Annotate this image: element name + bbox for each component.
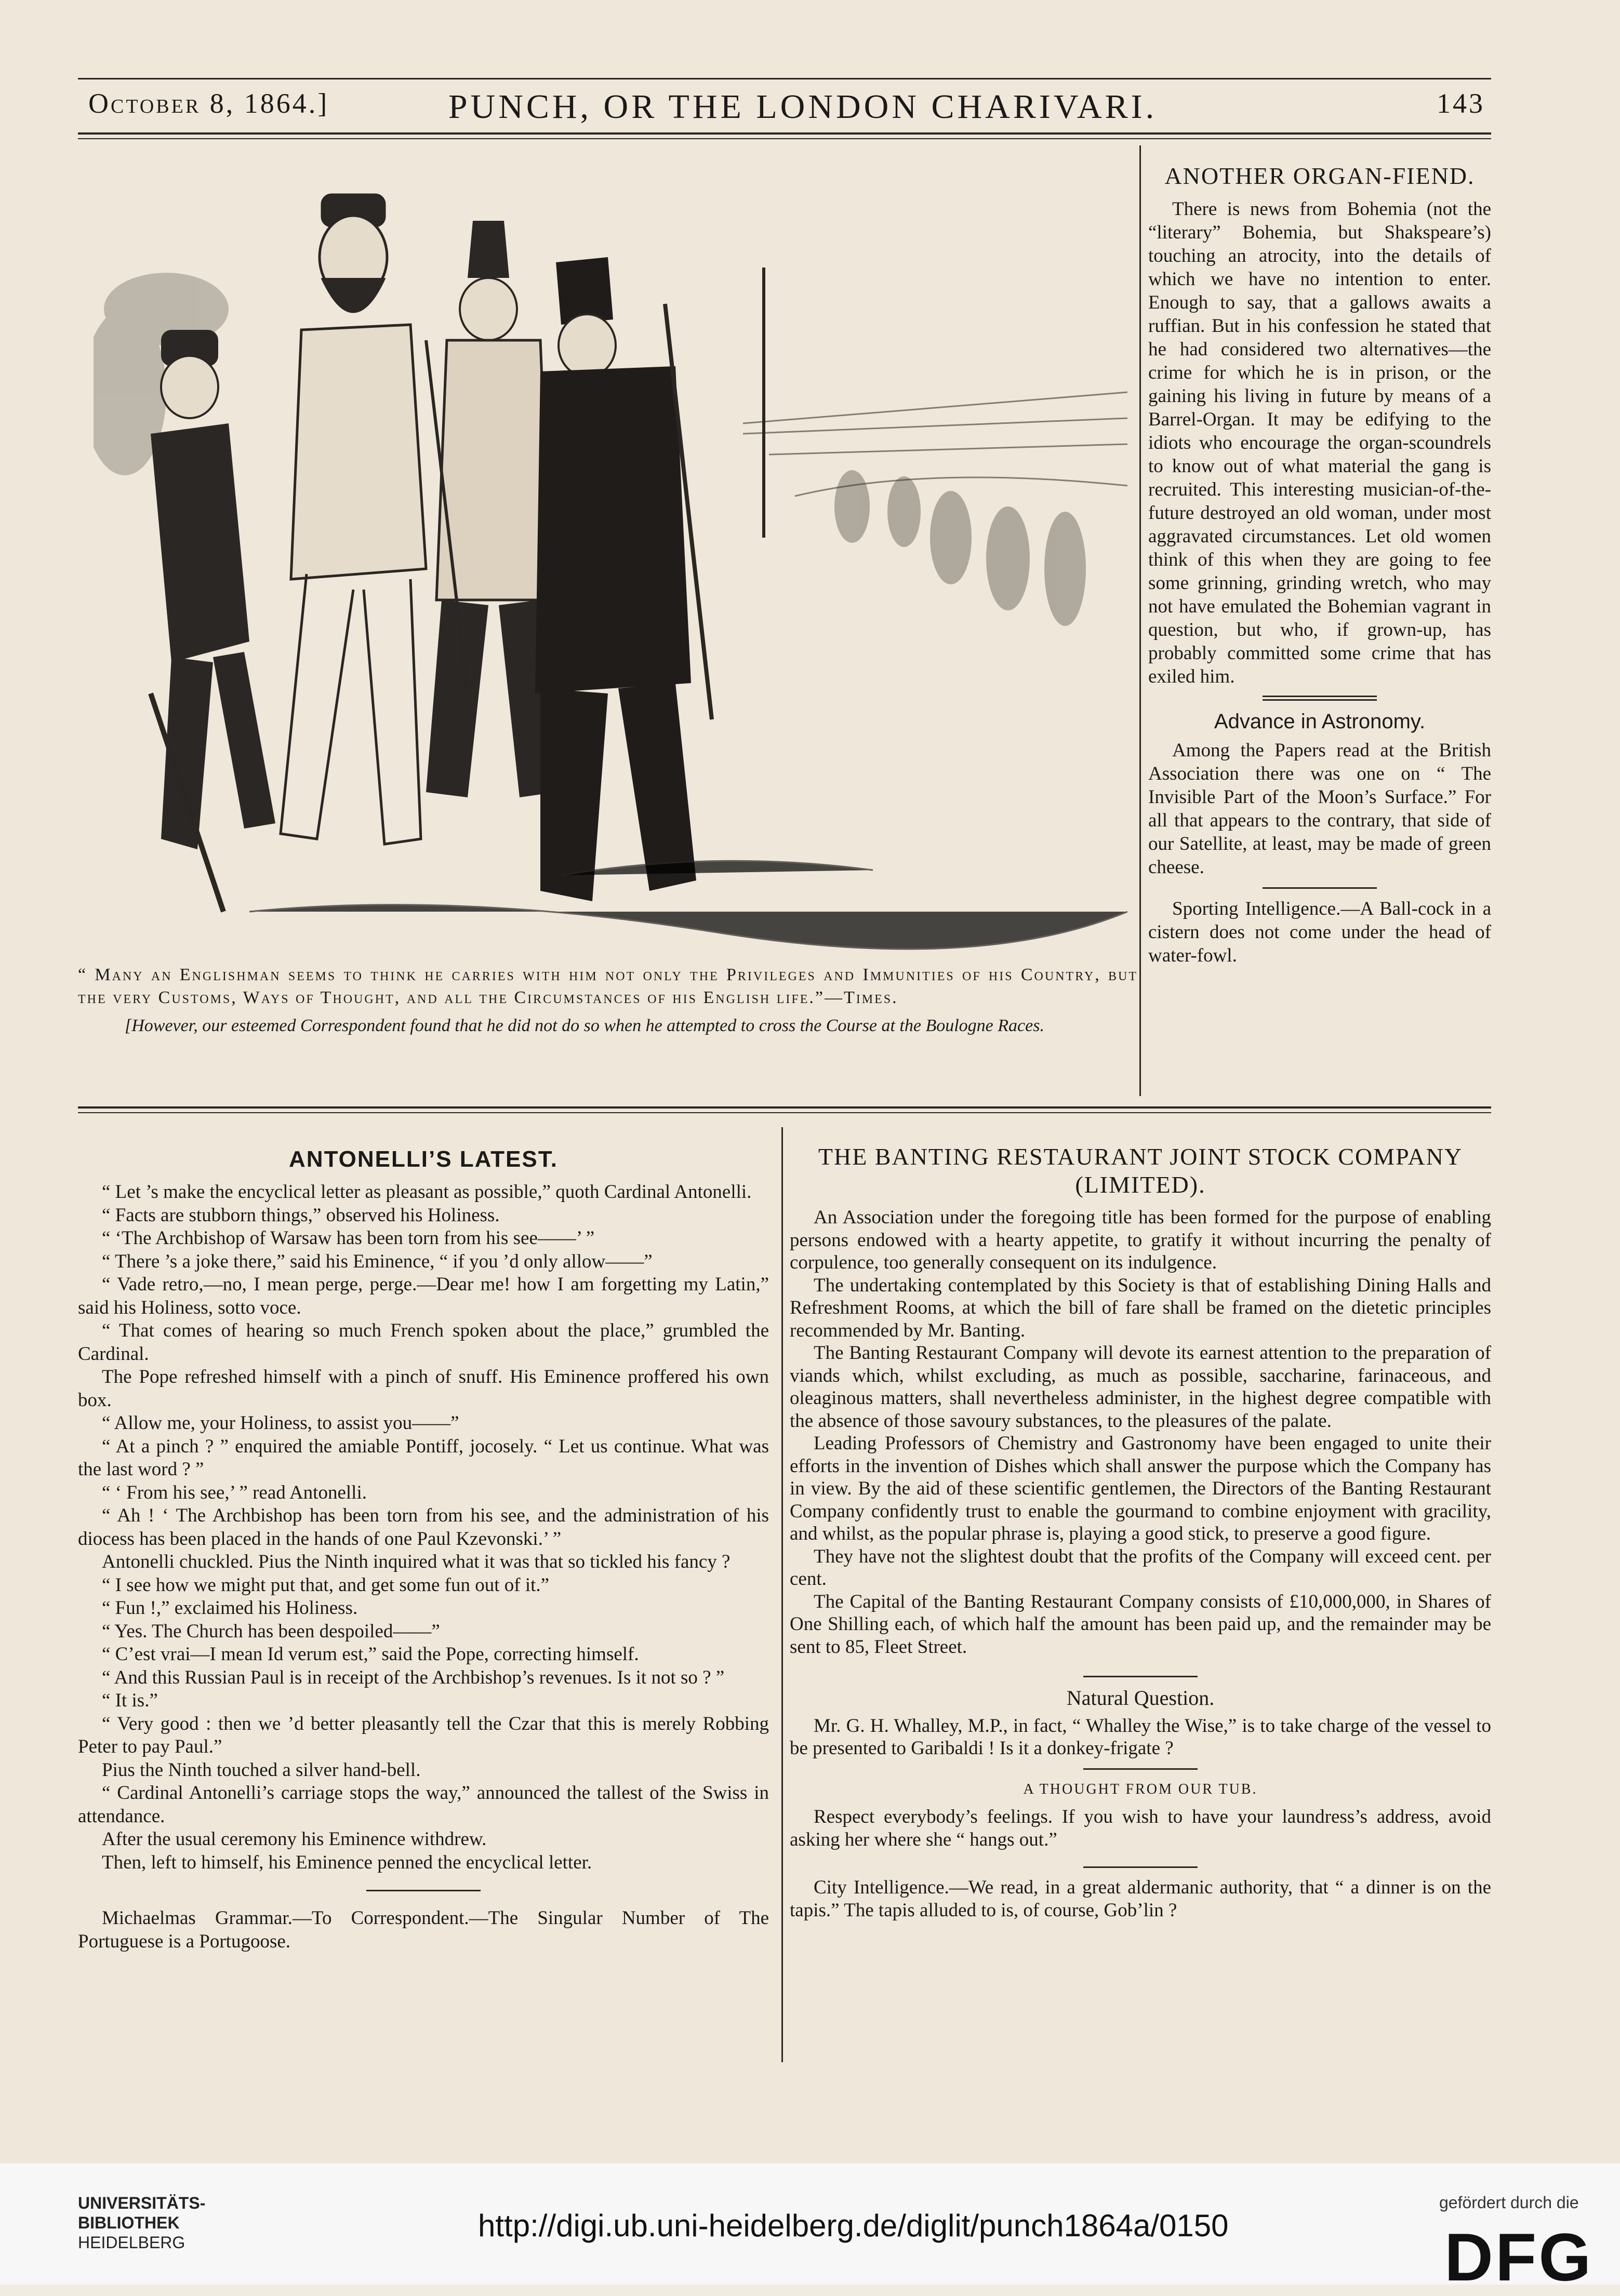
- astronomy-title: Advance in Astronomy.: [1214, 710, 1426, 733]
- separator: [366, 1890, 481, 1891]
- antonelli-paragraph: “ Ah ! ‘ The Archbishop has been torn from his see, and the administration of his diocess has been placed in the hands of one Paul Kzevonski.’ ”: [78, 1505, 769, 1550]
- antonelli-paragraph: “ There ’s a joke there,” said his Eminence, “ if you ’d only allow——”: [102, 1250, 653, 1272]
- section-rule-thin: [78, 1112, 1491, 1113]
- header-rule-bottom: [78, 132, 1491, 135]
- antonelli-paragraph: After the usual ceremony his Eminence withdrew.: [102, 1828, 487, 1850]
- cartoon-illustration: [94, 174, 1127, 953]
- antonelli-paragraph: “ Very good : then we ’d better pleasantly tell the Czar that this is merely Robbing Peter to pay Paul.”: [78, 1713, 769, 1757]
- caption-note: [However, our esteemed Correspondent found that he did not do so when he attempted to cross the Course at the Boulogne Races.: [125, 1016, 1044, 1035]
- tub-title: A THOUGHT FROM OUR TUB.: [1023, 1781, 1258, 1797]
- antonelli-paragraph: “ Let ’s make the encyclical letter as pleasant as possible,” quoth Cardinal Antonelli.: [102, 1181, 752, 1203]
- city-intelligence: City Intelligence.—We read, in a great aldermanic authority, that “ a dinner is on the tapis.” The tapis alluded to is, of course, Gob’lin ?: [790, 1877, 1491, 1921]
- right-column: [1148, 162, 1491, 967]
- sporting-text: Sporting Intelligence.—A Ball-cock in a cistern does not come under the head of water-fowl.: [1148, 898, 1491, 966]
- michaelmas-grammar: Michaelmas Grammar.—To Correspondent.—The Singular Number of The Portuguese is a Portugoose.: [78, 1907, 769, 1952]
- separator: [1263, 696, 1377, 701]
- antonelli-title: ANTONELLI’S LATEST.: [289, 1146, 558, 1172]
- natural-question-title: Natural Question.: [1066, 1686, 1215, 1710]
- antonelli-body: [78, 1181, 769, 1874]
- library-line-1: UNIVERSITÄTS-: [78, 2194, 206, 2212]
- library-line-3: HEIDELBERG: [78, 2233, 185, 2252]
- separator: [1263, 887, 1377, 889]
- caption-quote: “ Many an Englishman seems to think he carries with him not only the Privileges and Immunities of his Country, but the very Customs, Ways of Thought, and all the Circumstances of his English life.”—Times.: [78, 965, 1138, 1007]
- astronomy-text: Among the Papers read at the British Association there was one on “ The Invisible Part of the Moon’s Surface.” For all that appears to the contrary, that side of our Satellite, at least, may be made of green cheese.: [1148, 740, 1491, 878]
- banting-title: THE BANTING RESTAURANT JOINT STOCK COMPANY (LIMITED).: [818, 1143, 1463, 1198]
- antonelli-paragraph: “ At a pinch ? ” enquired the amiable Pontiff, jocosely. “ Let us continue. What was the last word ? ”: [78, 1435, 769, 1480]
- antonelli-paragraph: “ Allow me, your Holiness, to assist you——”: [102, 1412, 459, 1434]
- antonelli-paragraph: “ C’est vrai—I mean Id verum est,” said the Pope, correcting himself.: [102, 1644, 639, 1665]
- banting-paragraph: Leading Professors of Chemistry and Gastronomy have been engaged to unite their efforts in the invention of Dishes which shall answer the purpose which the Company has in view. By the aid of these scientific gentlemen, the Directors of the Banting Restaurant Company confidently trust to enable the gourmand to combine enjoyment with gracility, and whilst, as the popular phrase is, playing a good stick, to preserve a good figure.: [790, 1433, 1491, 1544]
- source-url-link[interactable]: http://digi.ub.uni-heidelberg.de/diglit/punch1864a/0150: [478, 2208, 1229, 2243]
- organ-fiend-title: ANOTHER ORGAN-FIEND.: [1164, 163, 1475, 189]
- tub-text: Respect everybody’s feelings. If you wish to have your laundress’s address, avoid asking her where she “ hangs out.”: [790, 1806, 1491, 1850]
- banting-column: [790, 1143, 1491, 1921]
- antonelli-paragraph: “ Vade retro,—no, I mean perge, perge.—Dear me! how I am forgetting my Latin,” said his Holiness, sotto voce.: [78, 1274, 769, 1318]
- antonelli-paragraph: Antonelli chuckled. Pius the Ninth inquired what it was that so tickled his fancy ?: [102, 1551, 731, 1572]
- funded-by-label: gefördert durch die: [1439, 2193, 1579, 2212]
- library-name: [78, 2193, 205, 2252]
- banting-paragraph: The Banting Restaurant Company will devote its earnest attention to the preparation of viands which, whilst excluding, as much as possible, saccharine, farinaceous, and oleaginous matters, shall nevertheless administer, in the highest degree compatible with the absence of those savoury substances, to the pleasures of the palate.: [790, 1342, 1491, 1432]
- section-rule: [78, 1106, 1491, 1109]
- antonelli-paragraph: Pius the Ninth touched a silver hand-bell.: [102, 1759, 421, 1781]
- antonelli-paragraph: The Pope refreshed himself with a pinch of snuff. His Eminence proffered his own box.: [78, 1366, 769, 1411]
- header-rule-bottom-thin: [78, 138, 1491, 139]
- natural-question-text: Mr. G. H. Whalley, M.P., in fact, “ Whalley the Wise,” is to take charge of the vessel to be presented to Garibaldi ! Is it a donkey-frigate ?: [790, 1715, 1491, 1759]
- issue-date: October 8, 1864.]: [88, 88, 329, 119]
- antonelli-paragraph: “ ‘ From his see,’ ” read Antonelli.: [102, 1481, 367, 1503]
- right-column-divider: [1139, 145, 1141, 1096]
- antonelli-paragraph: “ And this Russian Paul is in receipt of the Archbishop’s revenues. Is it not so ? ”: [102, 1666, 725, 1688]
- bottom-column-divider: [781, 1127, 783, 2062]
- header-rule-top: [78, 78, 1491, 79]
- antonelli-paragraph: “ Yes. The Church has been despoiled——”: [102, 1620, 440, 1642]
- antonelli-paragraph: “ Facts are stubborn things,” observed his Holiness.: [102, 1204, 500, 1226]
- antonelli-paragraph: “ Fun !,” exclaimed his Holiness.: [102, 1597, 358, 1619]
- antonelli-paragraph: “ ‘The Archbishop of Warsaw has been torn from his see——’ ”: [102, 1227, 595, 1249]
- antonelli-paragraph: “ It is.”: [102, 1690, 158, 1711]
- banting-paragraph: The undertaking contemplated by this Society is that of establishing Dining Halls and Refreshment Rooms, at which the bill of fare shall be framed on the dietetic principles recommended by Mr. Banting.: [790, 1274, 1491, 1341]
- banting-paragraph: They have not the slightest doubt that the profits of the Company will exceed cent. per cent.: [790, 1545, 1491, 1590]
- banting-paragraph: The Capital of the Banting Restaurant Company consists of £10,000,000, in Shares of One Shilling each, of which half the amount has been paid up, and the remainder may be sent to 85, Fleet Street.: [790, 1591, 1491, 1658]
- banting-body: [790, 1206, 1491, 1658]
- antonelli-paragraph: “ That comes of hearing so much French spoken about the place,” grumbled the Cardinal.: [78, 1320, 769, 1365]
- antonelli-paragraph: Then, left to himself, his Eminence penned the encyclical letter.: [102, 1851, 592, 1873]
- separator: [1083, 1676, 1198, 1677]
- banting-paragraph: An Association under the foregoing title has been formed for the purpose of enabling persons endowed with a hearty appetite, to gratify it without incurring the penalty of corpulence, too generally consequent on its indulgence.: [790, 1207, 1491, 1273]
- separator: [1083, 1866, 1198, 1868]
- page-number: 143: [1437, 88, 1485, 119]
- library-line-2: BIBLIOTHEK: [78, 2213, 180, 2232]
- dfg-logo: DFG: [1444, 2219, 1594, 2295]
- separator: [1083, 1768, 1198, 1770]
- organ-fiend-text: There is news from Bohemia (not the “literary” Bohemia, but Shakspeare’s) touching an atrocity, into the details of which we have no intention to enter. Enough to say, that a gallows awaits a ruffian. But in his confession he stated that he had considered two alternatives—the crime for which he is in prison, or the gaining his living in future by means of a Barrel-Organ. It may be edifying to the idiots who encourage the organ-scoundrels to know out of what material the gang is recruited. This interesting musician-of-the-future destroyed an old woman, under most aggravated circumstances. Let old women think of this when they are going to fee some grinning, grinding wretch, who may not have emulated the Bohemian vagrant in question, but who, if grown-up, has probably committed some crime that has exiled him.: [1148, 198, 1491, 687]
- antonelli-paragraph: “ Cardinal Antonelli’s carriage stops the way,” announced the tallest of the Swiss in attendance.: [78, 1782, 769, 1827]
- antonelli-column: [78, 1145, 769, 1953]
- antonelli-paragraph: “ I see how we might put that, and get some fun out of it.”: [102, 1574, 550, 1596]
- masthead-title: PUNCH, OR THE LONDON CHARIVARI.: [448, 88, 1158, 126]
- cartoon-caption: [78, 964, 1138, 1037]
